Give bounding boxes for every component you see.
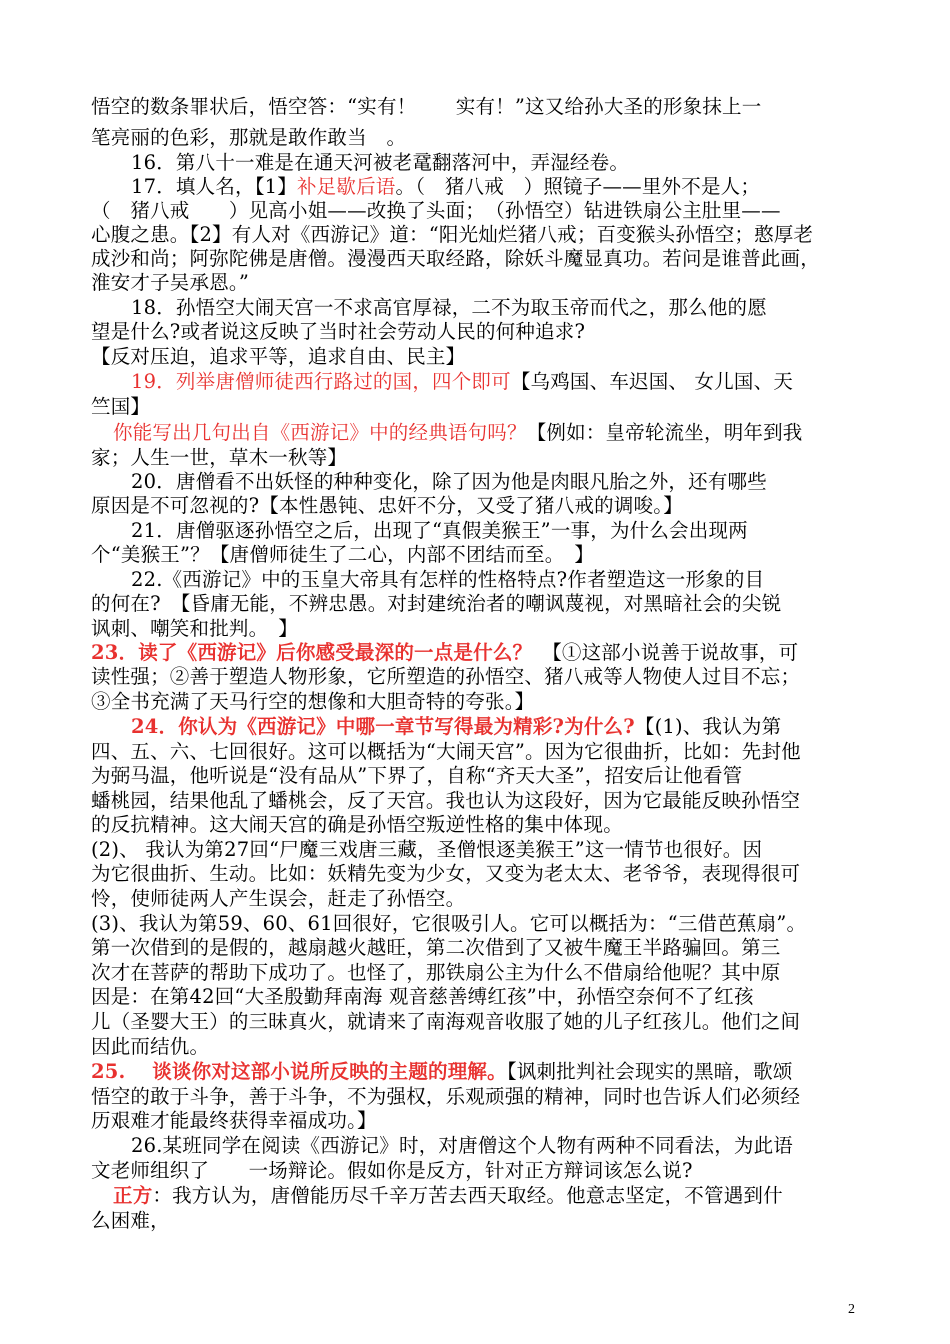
text-line <box>131 175 921 199</box>
text-line: 讽刺、嘲笑和批判。 】 <box>91 617 298 640</box>
text-line: 蟠桃园，结果他乱了蟠桃会，反了天宫。我也认为这段好，因为它最能反映孙悟空 <box>91 789 801 812</box>
text-line: (2)、 我认为第27回“尸魔三戏唐三藏，圣僧恨逐美猴王”这一情节也很好。因 <box>91 838 763 861</box>
text-line: 个“美猴王”？【唐僧师徒生了二心，内部不团结而至。 】 <box>91 543 595 566</box>
text-line: 次才在菩萨的帮助下成功了。也怪了，那铁扇公主为什么不借扇给他呢？其中原 <box>91 961 781 984</box>
highlighted-question: 19．列举唐僧师徒西行路过的国，四个即可 <box>131 370 511 393</box>
text-segment: 【例如：皇帝轮流坐，明年到我 <box>526 421 803 444</box>
text-line: 的何在? 【昏庸无能，不辨忠愚。对封建统治者的嘲讽蔑视，对黑暗社会的尖锐 <box>91 592 782 615</box>
text-line <box>131 370 921 394</box>
text-line: 竺国】 <box>91 395 151 418</box>
text-segment: 17．填人名，【1】 <box>131 175 297 198</box>
text-line: 望是什么?或者说这反映了当时社会劳动人民的何种追求? <box>91 320 586 343</box>
text-line: 为它很曲折、生动。比如：妖精先变为少女，又变为老太太、老爷爷，表现得很可 <box>91 862 801 885</box>
text-line: 心腹之患。【2】有人对《西游记》道：“阳光灿烂猪八戒；百变猴头孙悟空；憨厚老 <box>91 223 814 246</box>
text-line: 22.《西游记》中的玉皇大帝具有怎样的性格特点?作者塑造这一形象的目 <box>131 568 765 591</box>
text-line: 么困难， <box>91 1209 170 1232</box>
text-segment: 。（ 猪八戒 ）照镜子——里外不是人； <box>395 175 761 198</box>
text-line: 淮安才子吴承恩。” <box>91 271 250 294</box>
text-line: 儿（圣婴大王）的三昧真火，就请来了南海观音收服了她的儿子红孩儿。他们之间 <box>91 1010 801 1033</box>
page-number: 2 <box>848 1302 855 1317</box>
highlighted-question: 23．读了《西游记》后你感受最深的一点是什么？ <box>91 641 533 664</box>
highlighted-question: 你能写出几句出自《西游记》中的经典语句吗？ <box>113 421 527 444</box>
text-line <box>113 421 903 445</box>
text-line: 第一次借到的是假的，越扇越火越旺，第二次借到了又被牛魔王半路骗回。第三 <box>91 936 781 959</box>
text-line: ③全书充满了天马行空的想像和大胆奇特的夸张。】 <box>91 690 535 713</box>
text-line: 怜，使师徒两人产生误会，赶走了孙悟空。 <box>91 887 466 910</box>
text-line: 历艰难才能最终获得幸福成功。】 <box>91 1109 377 1132</box>
text-line: (3)、我认为第59、60、61回很好，它很吸引人。它可以概括为：“三借芭蕉扇”。 <box>91 912 807 935</box>
text-line: 18．孙悟空大闹天宫一不求高官厚禄，二不为取玉帝而代之，那么他的愿 <box>131 296 767 319</box>
text-line: 笔亮丽的色彩，那就是敢作敢当 。 <box>91 126 407 149</box>
text-line: 16．第八十一难是在通天河被老鼋翻落河中，弄湿经卷。 <box>131 151 630 174</box>
text-segment: 【①这部小说善于说故事，可 <box>532 641 799 664</box>
highlighted-question: 24．你认为《西游记》中哪一章节写得最为精彩?为什么? <box>131 715 635 738</box>
text-line: 因是：在第42回“大圣殷勤拜南海 观音慈善缚红孩”中，孙悟空奈何不了红孩 <box>91 985 754 1008</box>
text-line: 悟空的敢于斗争，善于斗争，不为强权，乐观顽强的精神，同时也告诉人们必须经 <box>91 1085 801 1108</box>
text-line: 四、五、六、七回很好。这可以概括为“大闹天宫”。因为它很曲折，比如：先封他 <box>91 740 801 763</box>
text-line: 的反抗精神。这大闹天宫的确是孙悟空叛逆性格的集中体现。 <box>91 813 623 836</box>
text-line <box>131 715 921 739</box>
text-line: 原因是不可忽视的?【本性愚钝、忠奸不分，又受了猪八戒的调唆。】 <box>91 494 683 517</box>
text-line: 为弼马温，他听说是“没有品从”下界了，自称“齐天大圣”，招安后让他看管 <box>91 764 743 787</box>
text-line: 【反对压迫，追求平等，追求自由、民主】 <box>91 345 466 368</box>
highlighted-question: 25. 谈谈你对这部小说所反映的主题的理解。 <box>91 1060 507 1083</box>
text-line: 20．唐僧看不出妖怪的种种变化，除了因为他是肉眼凡胎之外，还有哪些 <box>131 470 767 493</box>
text-segment: 【乌鸡国、车迟国、 女儿国、天 <box>510 370 794 393</box>
highlighted-question: 正方 <box>113 1184 153 1207</box>
text-segment: 【讽刺批判社会现实的黑暗，歌颂 <box>506 1060 793 1083</box>
text-line: 悟空的数条罪状后，悟空答：“实有！ 实有！”这又给孙大圣的形象抹上一 <box>91 95 762 118</box>
text-segment: ：我方认为，唐僧能历尽千辛万苦去西天取经。他意志坚定，不管遇到什 <box>152 1184 783 1207</box>
text-line: 因此而结仇。 <box>91 1035 210 1058</box>
text-line: 读性强；②善于塑造人物形象，它所塑造的孙悟空、猪八戒等人物使人过目不忘； <box>91 665 801 688</box>
highlighted-question: 补足歇后语 <box>296 175 396 198</box>
text-line: 家；人生一世，草木一秋等】 <box>91 446 348 469</box>
text-line <box>113 1184 903 1208</box>
text-line <box>91 641 881 665</box>
text-line: 21．唐僧驱逐孙悟空之后，出现了“真假美猴王”一事，为什么会出现两 <box>131 519 748 542</box>
text-segment: 【(1)、我认为第 <box>634 715 782 738</box>
text-line: 26.某班同学在阅读《西游记》时，对唐僧这个人物有两种不同看法，为此语 <box>131 1134 794 1157</box>
text-line: （ 猪八戒 ）见高小姐——改换了头面； （孙悟空）钻进铁扇公主肚里—— <box>91 199 781 222</box>
text-line <box>91 1060 881 1084</box>
text-line: 文老师组织了 一场辩论。假如你是反方，针对正方辩词该怎么说? <box>91 1159 693 1182</box>
text-line: 成沙和尚；阿弥陀佛是唐僧。漫漫西天取经路，除妖斗魔显真功。若问是谁普此画， <box>91 247 820 270</box>
